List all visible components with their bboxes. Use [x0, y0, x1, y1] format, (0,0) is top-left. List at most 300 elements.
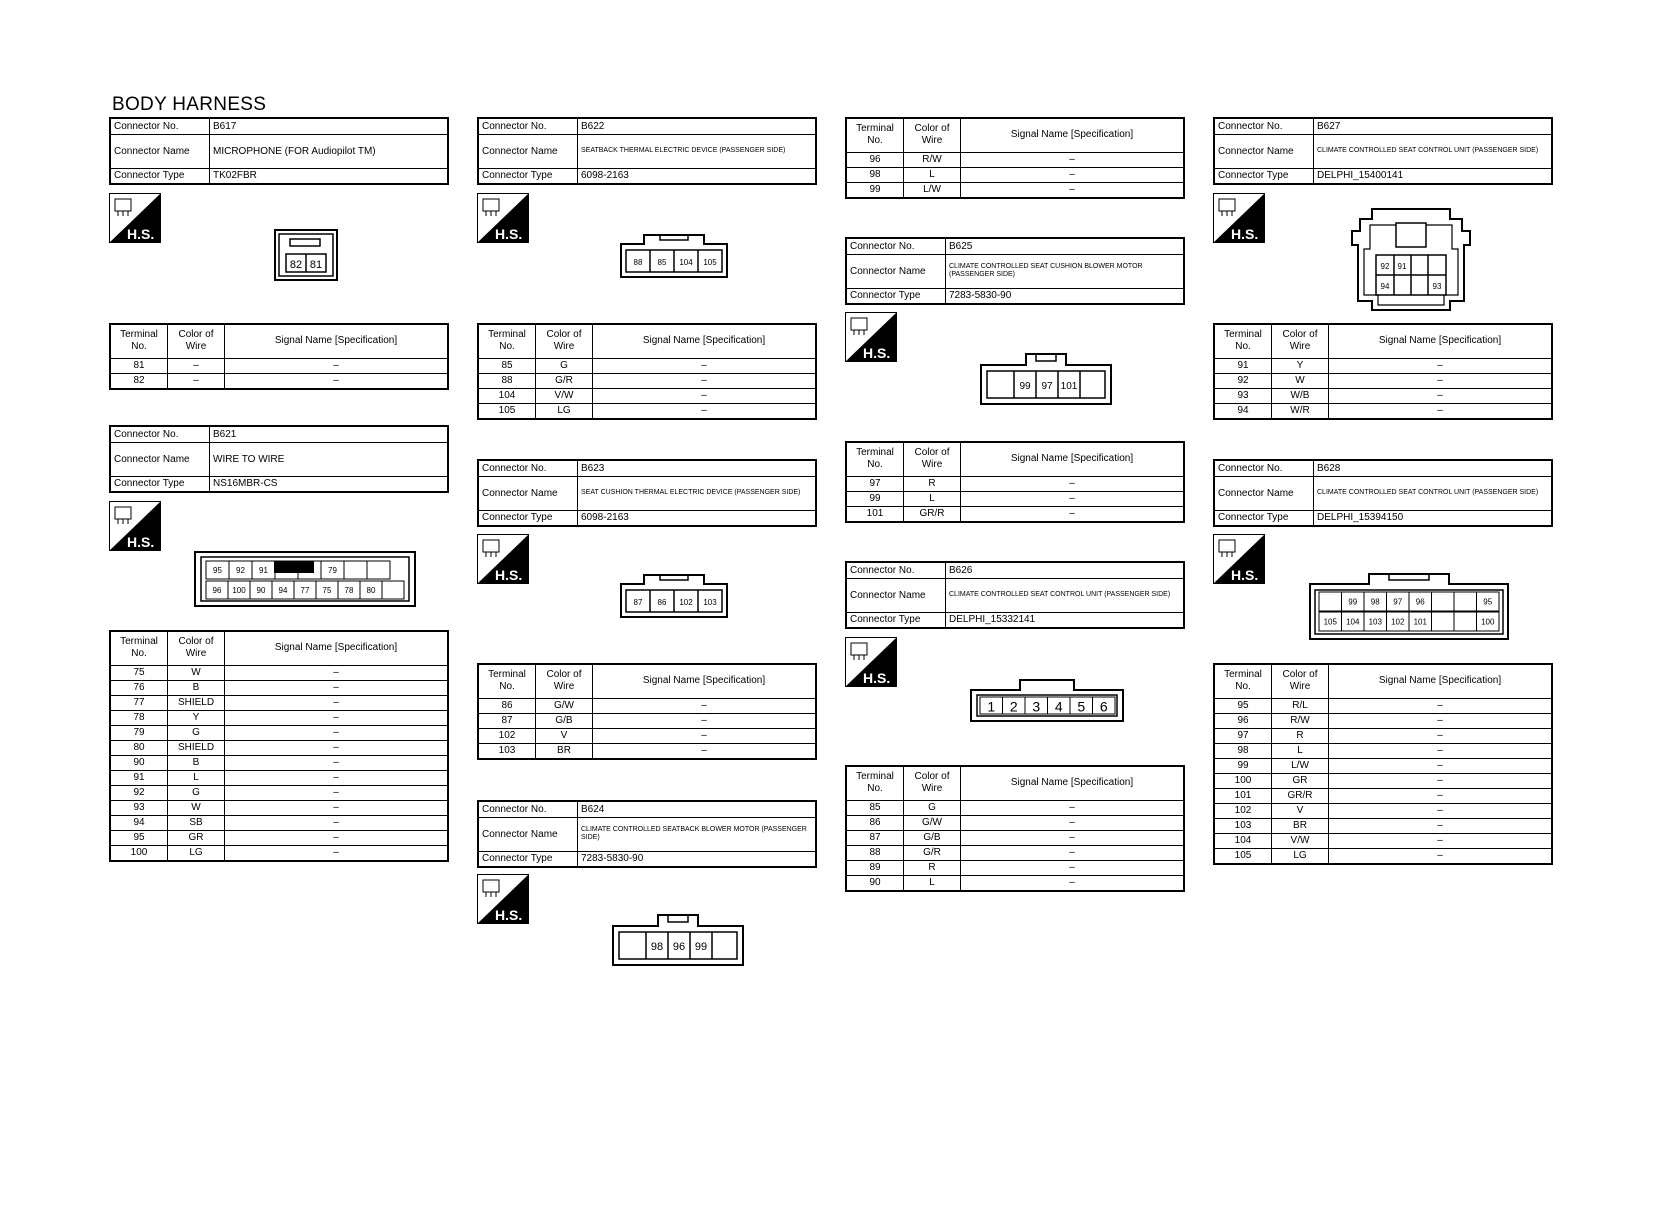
connector-face-b617	[274, 229, 338, 281]
table-row	[1214, 788, 1552, 803]
page-title: BODY HARNESS	[112, 94, 267, 115]
svg-text:85: 85	[657, 258, 667, 267]
terminal-no-header: Terminal No.	[1214, 664, 1272, 698]
signal-name-cell: –	[1329, 758, 1553, 773]
terminal-no-cell: 102	[1214, 803, 1272, 818]
wire-color-cell: LG	[1272, 848, 1329, 864]
terminal-table-b623	[477, 663, 817, 760]
table-row	[1214, 758, 1552, 773]
connector-name-label: Connector Name	[478, 817, 578, 851]
wire-color-cell: SHIELD	[168, 695, 225, 710]
pin-label: 77	[300, 586, 310, 595]
connector-name-value: SEATBACK THERMAL ELECTRIC DEVICE (PASSENGER SIDE)	[578, 134, 817, 168]
svg-text:88: 88	[633, 258, 643, 267]
connector-face-b628	[1309, 570, 1509, 640]
connector-type-value: 6098-2163	[578, 168, 817, 184]
wire-color-cell: B	[168, 755, 225, 770]
signal-name-cell: –	[1329, 833, 1553, 848]
connector-name-value: CLIMATE CONTROLLED SEATBACK BLOWER MOTOR (PASSENGER SIDE)	[578, 817, 817, 851]
pin-label: 95	[1483, 597, 1493, 607]
color-of-wire-header: Color of Wire	[904, 766, 961, 800]
terminal-no-cell: 95	[110, 830, 168, 845]
svg-text:93: 93	[1432, 282, 1442, 291]
connector-type-value: DELPHI_15394150	[1314, 510, 1553, 526]
signal-name-cell: –	[225, 373, 449, 389]
connector-face-b627	[1350, 205, 1472, 311]
connector-type-value: TK02FBR	[210, 168, 449, 184]
pin-label: 90	[256, 586, 266, 595]
terminal-no-cell: 104	[478, 388, 536, 403]
signal-name-cell: –	[593, 728, 817, 743]
signal-name-cell: –	[1329, 698, 1553, 713]
table-row	[846, 875, 1184, 891]
pin-label: 1	[987, 698, 996, 715]
signal-name-cell: –	[1329, 373, 1553, 388]
terminal-no-cell: 93	[1214, 388, 1272, 403]
connector-type-value: 6098-2163	[578, 510, 817, 526]
wire-color-cell: L	[904, 491, 961, 506]
svg-text:91: 91	[1397, 262, 1407, 271]
terminal-no-cell: 77	[110, 695, 168, 710]
table-row	[110, 725, 448, 740]
wire-color-cell: GR	[1272, 773, 1329, 788]
terminal-table-b628	[1213, 663, 1553, 865]
table-row	[110, 680, 448, 695]
pin-label: 99	[1348, 597, 1358, 607]
svg-text:102: 102	[679, 598, 693, 607]
signal-name-header: Signal Name [Specification]	[1329, 664, 1553, 698]
terminal-table-b624	[845, 117, 1185, 199]
wire-color-cell: V	[1272, 803, 1329, 818]
table-row	[110, 373, 448, 389]
terminal-no-header: Terminal No.	[846, 118, 904, 152]
svg-text:103: 103	[703, 598, 717, 607]
color-of-wire-header: Color of Wire	[1272, 664, 1329, 698]
table-row	[110, 695, 448, 710]
signal-name-cell: –	[961, 476, 1185, 491]
table-row	[1214, 833, 1552, 848]
connector-no-label: Connector No.	[110, 118, 210, 134]
connector-info-b626	[845, 561, 1185, 629]
connector-no-value: B621	[210, 426, 449, 442]
table-row	[110, 800, 448, 815]
pin-81: 81	[309, 259, 323, 271]
connector-no-value: B623	[578, 460, 817, 476]
wire-color-cell: –	[168, 358, 225, 373]
terminal-no-cell: 75	[110, 665, 168, 680]
terminal-no-header: Terminal No.	[478, 664, 536, 698]
pin-label: 103	[1368, 617, 1382, 627]
terminal-rows	[1214, 698, 1552, 864]
terminal-no-cell: 98	[1214, 743, 1272, 758]
svg-text:104: 104	[679, 258, 693, 267]
signal-name-cell: –	[593, 403, 817, 419]
terminal-no-cell: 93	[110, 800, 168, 815]
table-row	[1214, 373, 1552, 388]
table-row	[1214, 848, 1552, 864]
terminal-no-cell: 92	[1214, 373, 1272, 388]
terminal-rows	[478, 358, 816, 419]
pin-82: 82	[289, 259, 303, 271]
connector-type-label: Connector Type	[110, 168, 210, 184]
terminal-no-cell: 80	[110, 740, 168, 755]
table-row	[846, 506, 1184, 522]
hs-harness-side-icon	[1213, 534, 1265, 584]
pin-label: 6	[1099, 698, 1108, 715]
connector-type-label: Connector Type	[478, 168, 578, 184]
terminal-no-cell: 90	[846, 875, 904, 891]
signal-name-cell: –	[225, 830, 449, 845]
wire-color-cell: G/R	[904, 845, 961, 860]
table-row	[846, 830, 1184, 845]
svg-text:86: 86	[657, 598, 667, 607]
svg-text:H.S.: H.S.	[1231, 567, 1259, 583]
connector-type-label: Connector Type	[846, 612, 946, 628]
signal-name-cell: –	[1329, 358, 1553, 373]
connector-no-label: Connector No.	[1214, 118, 1314, 134]
hs-harness-side-icon	[1213, 193, 1265, 243]
terminal-no-cell: 85	[478, 358, 536, 373]
connector-face-b626	[970, 676, 1124, 722]
connector-name-value: CLIMATE CONTROLLED SEAT CONTROL UNIT (PASSENGER SIDE)	[946, 578, 1185, 612]
terminal-table-b621	[109, 630, 449, 862]
connector-type-value: 7283-5830-90	[578, 851, 817, 867]
table-row	[1214, 773, 1552, 788]
signal-name-cell: –	[225, 665, 449, 680]
pin-label: 75	[322, 586, 332, 595]
table-row	[478, 743, 816, 759]
terminal-no-cell: 101	[846, 506, 904, 522]
signal-name-cell: –	[1329, 743, 1553, 758]
terminal-no-cell: 88	[846, 845, 904, 860]
wire-color-cell: LG	[536, 403, 593, 419]
wire-color-cell: R	[1272, 728, 1329, 743]
signal-name-cell: –	[225, 770, 449, 785]
terminal-no-cell: 97	[846, 476, 904, 491]
svg-text:H.S.: H.S.	[495, 226, 523, 242]
terminal-no-cell: 87	[478, 713, 536, 728]
signal-name-cell: –	[1329, 848, 1553, 864]
connector-type-label: Connector Type	[1214, 510, 1314, 526]
pin-label: 5	[1077, 698, 1086, 715]
connector-face-b622	[620, 234, 728, 278]
signal-name-cell: –	[225, 680, 449, 695]
terminal-no-cell: 91	[1214, 358, 1272, 373]
signal-name-cell: –	[225, 755, 449, 770]
terminal-rows	[846, 152, 1184, 198]
table-row	[1214, 818, 1552, 833]
connector-no-label: Connector No.	[1214, 460, 1314, 476]
terminal-no-cell: 99	[846, 182, 904, 198]
signal-name-cell: –	[593, 388, 817, 403]
connector-info-b627	[1213, 117, 1553, 185]
terminal-rows	[846, 800, 1184, 891]
wire-color-cell: L	[904, 167, 961, 182]
terminal-no-cell: 99	[1214, 758, 1272, 773]
terminal-no-cell: 105	[478, 403, 536, 419]
table-row	[1214, 728, 1552, 743]
wire-color-cell: G/W	[536, 698, 593, 713]
signal-name-cell: –	[1329, 388, 1553, 403]
connector-info-b625	[845, 237, 1185, 305]
table-row	[1214, 803, 1552, 818]
signal-name-cell: –	[1329, 728, 1553, 743]
terminal-no-cell: 82	[110, 373, 168, 389]
pin-label: 4	[1054, 698, 1063, 715]
connector-name-value: CLIMATE CONTROLLED SEAT CONTROL UNIT (PASSENGER SIDE)	[1314, 134, 1553, 168]
svg-text:105: 105	[703, 258, 717, 267]
connector-type-label: Connector Type	[846, 288, 946, 304]
wire-color-cell: Y	[168, 710, 225, 725]
terminal-no-cell: 96	[846, 152, 904, 167]
wire-color-cell: G	[168, 725, 225, 740]
connector-no-label: Connector No.	[478, 801, 578, 817]
wire-color-cell: V/W	[1272, 833, 1329, 848]
signal-name-header: Signal Name [Specification]	[961, 118, 1185, 152]
connector-face-b623	[620, 574, 728, 618]
hs-harness-side-icon	[477, 193, 529, 243]
table-row	[110, 785, 448, 800]
color-of-wire-header: Color of Wire	[168, 324, 225, 358]
color-of-wire-header: Color of Wire	[904, 118, 961, 152]
signal-name-header: Signal Name [Specification]	[961, 766, 1185, 800]
pin-label: 2	[1009, 698, 1018, 715]
signal-name-header: Signal Name [Specification]	[593, 664, 817, 698]
terminal-no-cell: 96	[1214, 713, 1272, 728]
terminal-no-cell: 97	[1214, 728, 1272, 743]
terminal-no-cell: 78	[110, 710, 168, 725]
terminal-no-cell: 86	[846, 815, 904, 830]
color-of-wire-header: Color of Wire	[1272, 324, 1329, 358]
svg-text:96: 96	[672, 941, 686, 953]
pin-label: 104	[1346, 617, 1360, 627]
hs-harness-side-icon	[477, 534, 529, 584]
connector-name-label: Connector Name	[110, 134, 210, 168]
connector-name-label: Connector Name	[478, 476, 578, 510]
color-of-wire-header: Color of Wire	[904, 442, 961, 476]
signal-name-cell: –	[961, 491, 1185, 506]
signal-name-header: Signal Name [Specification]	[1329, 324, 1553, 358]
wire-color-cell: R/L	[1272, 698, 1329, 713]
table-row	[1214, 388, 1552, 403]
signal-name-cell: –	[593, 358, 817, 373]
table-row	[478, 403, 816, 419]
terminal-no-cell: 102	[478, 728, 536, 743]
signal-name-cell: –	[225, 815, 449, 830]
terminal-no-cell: 99	[846, 491, 904, 506]
table-row	[846, 476, 1184, 491]
svg-text:97: 97	[1041, 381, 1053, 392]
connector-no-value: B624	[578, 801, 817, 817]
terminal-no-cell: 79	[110, 725, 168, 740]
connector-name-label: Connector Name	[846, 254, 946, 288]
table-row	[846, 167, 1184, 182]
terminal-no-cell: 86	[478, 698, 536, 713]
wire-color-cell: W/B	[1272, 388, 1329, 403]
hs-harness-side-icon	[845, 637, 897, 687]
table-row	[478, 713, 816, 728]
hs-harness-side-icon	[109, 501, 161, 551]
table-row	[846, 845, 1184, 860]
color-of-wire-header: Color of Wire	[536, 324, 593, 358]
connector-no-label: Connector No.	[478, 460, 578, 476]
svg-text:92: 92	[1380, 262, 1390, 271]
terminal-table-b627	[1213, 323, 1553, 420]
terminal-no-cell: 88	[478, 373, 536, 388]
terminal-no-cell: 92	[110, 785, 168, 800]
signal-name-cell: –	[961, 845, 1185, 860]
terminal-no-cell: 101	[1214, 788, 1272, 803]
pin-label: 96	[212, 586, 222, 595]
wire-color-cell: W	[1272, 373, 1329, 388]
terminal-table-b626	[845, 765, 1185, 892]
connector-type-value: 7283-5830-90	[946, 288, 1185, 304]
connector-no-value: B628	[1314, 460, 1553, 476]
wire-color-cell: R	[904, 476, 961, 491]
terminal-no-cell: 87	[846, 830, 904, 845]
pin-label: 105	[1323, 617, 1337, 627]
connector-name-label: Connector Name	[478, 134, 578, 168]
connector-name-value: CLIMATE CONTROLLED SEAT CUSHION BLOWER MOTOR (PASSENGER SIDE)	[946, 254, 1185, 288]
terminal-no-header: Terminal No.	[110, 324, 168, 358]
table-row	[846, 815, 1184, 830]
signal-name-cell: –	[961, 815, 1185, 830]
pin-label: 92	[236, 566, 245, 575]
terminal-no-cell: 104	[1214, 833, 1272, 848]
svg-text:98: 98	[650, 941, 664, 953]
signal-name-cell: –	[225, 695, 449, 710]
connector-face-b624	[612, 914, 744, 966]
signal-name-cell: –	[961, 506, 1185, 522]
svg-text:99: 99	[694, 941, 708, 953]
signal-name-cell: –	[225, 710, 449, 725]
terminal-rows	[110, 358, 448, 389]
wire-color-cell: GR/R	[904, 506, 961, 522]
signal-name-cell: –	[1329, 788, 1553, 803]
wire-color-cell: R/W	[904, 152, 961, 167]
terminal-rows	[1214, 358, 1552, 419]
terminal-no-cell: 105	[1214, 848, 1272, 864]
signal-name-cell: –	[225, 800, 449, 815]
terminal-no-cell: 81	[110, 358, 168, 373]
terminal-no-cell: 89	[846, 860, 904, 875]
connector-no-value: B617	[210, 118, 449, 134]
connector-name-value: WIRE TO WIRE	[210, 442, 449, 476]
terminal-no-cell: 95	[1214, 698, 1272, 713]
wire-color-cell: G/W	[904, 815, 961, 830]
wire-color-cell: L	[1272, 743, 1329, 758]
connector-no-value: B625	[946, 238, 1185, 254]
table-row	[1214, 713, 1552, 728]
wire-color-cell: G/B	[536, 713, 593, 728]
svg-text:H.S.: H.S.	[495, 907, 523, 923]
terminal-no-cell: 94	[110, 815, 168, 830]
wire-color-cell: –	[168, 373, 225, 389]
terminal-no-cell: 90	[110, 755, 168, 770]
signal-name-cell: –	[593, 698, 817, 713]
wire-color-cell: L/W	[904, 182, 961, 198]
connector-type-label: Connector Type	[1214, 168, 1314, 184]
table-row	[478, 358, 816, 373]
terminal-no-header: Terminal No.	[1214, 324, 1272, 358]
pin-label: 78	[344, 586, 354, 595]
connector-type-label: Connector Type	[478, 851, 578, 867]
connector-name-label: Connector Name	[110, 442, 210, 476]
connector-name-label: Connector Name	[1214, 476, 1314, 510]
signal-name-cell: –	[225, 358, 449, 373]
table-row	[110, 740, 448, 755]
pin-label: 98	[1370, 597, 1380, 607]
svg-text:H.S.: H.S.	[127, 226, 155, 242]
wire-color-cell: V/W	[536, 388, 593, 403]
connector-info-b623	[477, 459, 817, 527]
table-row	[110, 710, 448, 725]
table-row	[110, 830, 448, 845]
signal-name-cell: –	[961, 875, 1185, 891]
connector-face-b621	[194, 551, 416, 607]
signal-name-cell: –	[225, 785, 449, 800]
pin-label: 100	[232, 586, 246, 595]
table-row	[478, 698, 816, 713]
connector-no-value: B622	[578, 118, 817, 134]
signal-name-cell: –	[593, 713, 817, 728]
svg-text:H.S.: H.S.	[863, 345, 891, 361]
table-row	[478, 388, 816, 403]
signal-name-cell: –	[961, 167, 1185, 182]
wire-color-cell: G	[904, 800, 961, 815]
hs-harness-side-icon	[845, 312, 897, 362]
table-row	[846, 152, 1184, 167]
connector-type-value: DELPHI_15400141	[1314, 168, 1553, 184]
wire-color-cell: V	[536, 728, 593, 743]
connector-info-b628	[1213, 459, 1553, 527]
wire-color-cell: R	[904, 860, 961, 875]
terminal-table-b617	[109, 323, 449, 390]
pin-label: 101	[1413, 617, 1427, 627]
connector-type-label: Connector Type	[110, 476, 210, 492]
pin-label: 97	[1393, 597, 1403, 607]
wire-color-cell: Y	[1272, 358, 1329, 373]
terminal-no-cell: 103	[478, 743, 536, 759]
table-row	[1214, 698, 1552, 713]
hs-harness-side-icon	[109, 193, 161, 243]
signal-name-cell: –	[225, 725, 449, 740]
pin-label: 95	[213, 566, 222, 575]
svg-text:H.S.: H.S.	[863, 670, 891, 686]
signal-name-cell: –	[1329, 713, 1553, 728]
table-row	[110, 665, 448, 680]
wire-color-cell: SHIELD	[168, 740, 225, 755]
signal-name-cell: –	[1329, 818, 1553, 833]
table-row	[846, 860, 1184, 875]
terminal-no-cell: 98	[846, 167, 904, 182]
connector-info-b621	[109, 425, 449, 493]
terminal-no-cell: 100	[110, 845, 168, 861]
wire-color-cell: L	[904, 875, 961, 891]
signal-name-header: Signal Name [Specification]	[961, 442, 1185, 476]
wire-color-cell: B	[168, 680, 225, 695]
connector-name-value: MICROPHONE (FOR Audiopilot TM)	[210, 134, 449, 168]
signal-name-cell: –	[593, 373, 817, 388]
table-row	[110, 815, 448, 830]
pin-label: 96	[1415, 597, 1425, 607]
signal-name-cell: –	[961, 830, 1185, 845]
color-of-wire-header: Color of Wire	[536, 664, 593, 698]
svg-text:87: 87	[633, 598, 643, 607]
table-row	[846, 491, 1184, 506]
pin-label: 3	[1032, 698, 1041, 715]
wire-color-cell: G	[168, 785, 225, 800]
